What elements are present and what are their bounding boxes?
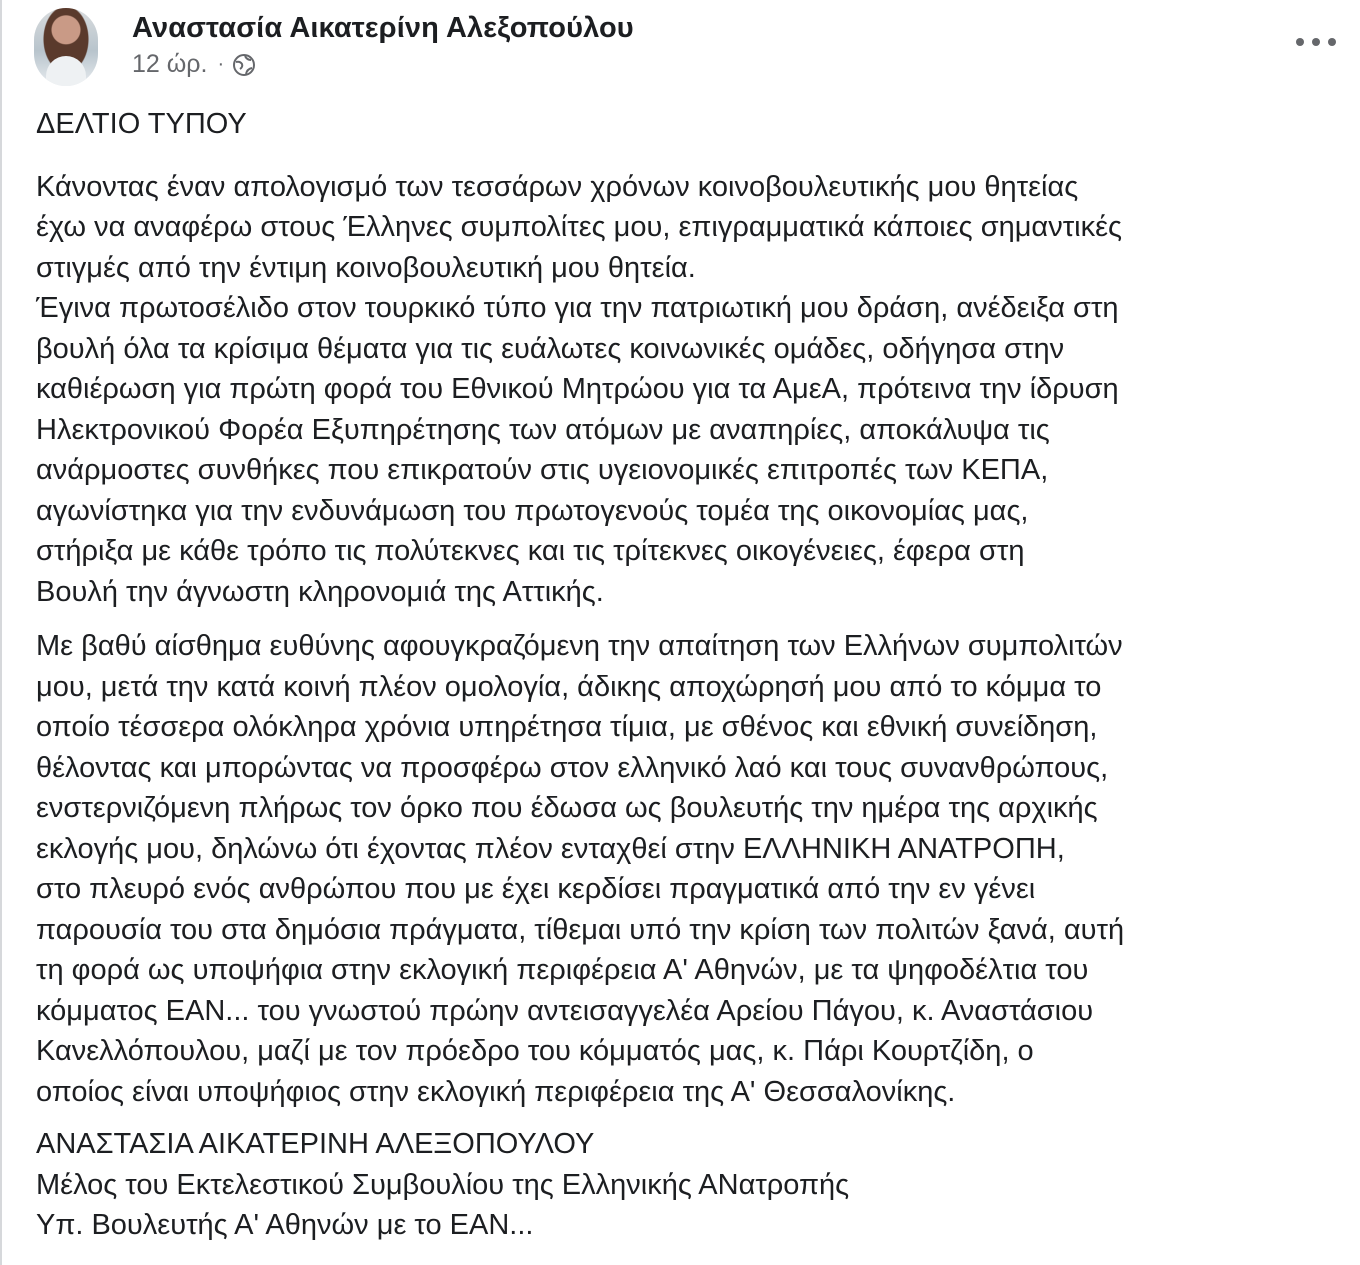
post-content	[36, 104, 1326, 1246]
more-dot	[1328, 38, 1336, 46]
post-header	[0, 0, 1360, 100]
post-time[interactable]: 12 ώρ.	[132, 50, 208, 78]
post-title: ΔΕΛΤΙΟ ΤΥΠΟΥ	[36, 108, 247, 140]
more-dot	[1312, 38, 1320, 46]
more-dot	[1296, 38, 1304, 46]
post-meta	[132, 50, 256, 79]
left-border	[0, 0, 2, 1265]
globe-icon[interactable]	[232, 53, 256, 77]
paragraph-1: Κάνοντας έναν απολογισμό των τεσσάρων χρόνων κοινοβουλευτικής μου θητείας έχω να αναφέρω στους Έλληνες συμπολίτες μου, επιγραμματικά κάποιες σημαντικές στιγμές από την έντιμη κοινοβουλευτική μου θητεία. Έγινα πρωτοσέλιδο στον τουρκικό τύπο για την πατριωτική μου δράση, ανέδειξα στη βουλή όλα τα κρίσιμα θέματα για τις ευάλωτες κοινωνικές ομάδες, οδήγησα στην καθιέρωση για πρώτη φορά του Εθνικού Μητρώου για τα ΑμεΑ, πρότεινα την ίδρυση Ηλεκτρονικού Φορέα Εξυπηρέτησης των ατόμων με αναπηρίες, αποκάλυψα τις ανάρμοστες συνθήκες που επικρατούν στις υγειονομικές επιτροπές των ΚΕΠΑ, αγωνίστηκα για την ενδυνάμωση του πρωτογενούς τομέα της οικονομίας μας, στήριξα με κάθε τρόπο τις πολύτεκνες και τις τρίτεκνες οικογένειες, έφερα στη Βουλή την άγνωστη κληρονομιά της Αττικής.	[36, 170, 1122, 608]
author-name[interactable]: Αναστασία Αικατερίνη Αλεξοπούλου	[132, 12, 634, 44]
avatar[interactable]	[34, 8, 98, 86]
paragraph-2: Με βαθύ αίσθημα ευθύνης αφουγκραζόμενη την απαίτηση των Ελλήνων συμπολιτών μου, μετά την κατά κοινή πλέον ομολογία, άδικης αποχώρησή μου από το κόμμα το οποίο τέσσερα ολόκληρα χρόνια υπηρέτησα τίμια, με σθένος και εθνική συνείδηση, θέλοντας και μπορώντας να προσφέρω στον ελληνικό λαό και τους συνανθρώπους, ενστερνιζόμενη πλήρως τον όρκο που έδωσα ως βουλευτής την ημέρα της αρχικής εκλογής μου, δηλώνω ότι έχοντας πλέον ενταχθεί στην ΕΛΛΗΝΙΚΗ ΑΝΑΤΡΟΠΗ, στο πλευρό ενός ανθρώπου που με έχει κερδίσει πραγματικά από την εν γένει παρουσία του στα δημόσια πράγματα, τίθεμαι υπό την κρίση των πολιτών ξανά, αυτή τη φορά ως υποψήφια στην εκλογική περιφέρεια Α' Αθηνών, με τα ψηφοδέλτια του κόμματος ΕΑΝ... του γνωστού πρώην αντεισαγγελέα Αρείου Πάγου, κ. Αναστάσιου Κανελλόπουλου, μαζί με τον πρόεδρο του κόμματός μας, κ. Πάρι Κουρτζίδη, ο οποίος είναι υποψήφιος στην εκλογική περιφέρεια της Α' Θεσσαλονίκης.	[36, 630, 1125, 1108]
meta-separator: ·	[217, 53, 225, 75]
more-options-icon[interactable]	[1296, 28, 1336, 56]
avatar-figure	[46, 56, 86, 86]
signature: ΑΝΑΣΤΑΣΙΑ ΑΙΚΑΤΕΡΙΝΗ ΑΛΕΞΟΠΟΥΛΟΥ Μέλος του Εκτελεστικού Συμβουλίου της Ελληνικής ΑΝατροπής Υπ. Βουλευτής Α' Αθηνών με το ΕΑΝ...	[36, 1128, 850, 1241]
